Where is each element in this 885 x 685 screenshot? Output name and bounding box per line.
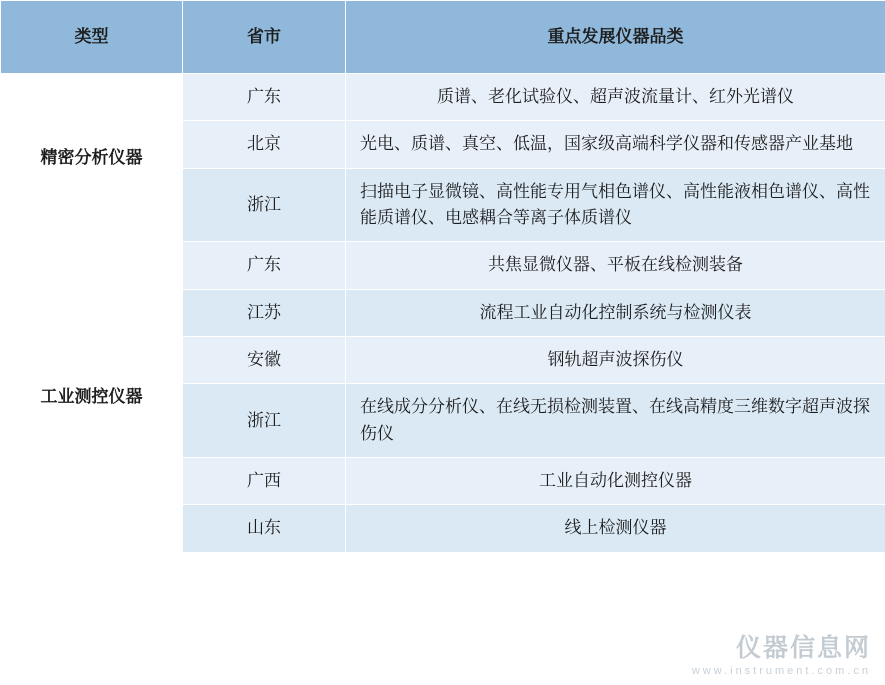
column-header-province: 省市 bbox=[183, 1, 346, 74]
category-cell: 扫描电子显微镜、高性能专用气相色谱仪、高性能液相色谱仪、高性能质谱仪、电感耦合等离子体质谱仪 bbox=[346, 168, 885, 242]
watermark-sub-text: www.instrument.com.cn bbox=[691, 665, 871, 677]
category-cell: 工业自动化测控仪器 bbox=[346, 458, 885, 505]
table-body bbox=[1, 74, 885, 553]
column-header-type: 类型 bbox=[1, 1, 183, 74]
province-cell: 广东 bbox=[183, 242, 346, 289]
watermark bbox=[692, 628, 871, 677]
province-cell: 山东 bbox=[183, 505, 346, 552]
column-header-category: 重点发展仪器品类 bbox=[346, 1, 885, 74]
table-row bbox=[1, 74, 885, 121]
province-cell: 浙江 bbox=[183, 168, 346, 242]
header-row bbox=[1, 1, 885, 74]
province-cell: 安徽 bbox=[183, 337, 346, 384]
category-cell: 共焦显微仪器、平板在线检测装备 bbox=[346, 242, 885, 289]
group-type-cell-0: 精密分析仪器 bbox=[1, 74, 183, 242]
watermark-main-text: 仪器信息网 bbox=[735, 634, 871, 662]
category-cell: 线上检测仪器 bbox=[346, 505, 885, 552]
province-cell: 江苏 bbox=[183, 289, 346, 336]
category-cell: 光电、质谱、真空、低温，国家级高端科学仪器和传感器产业基地 bbox=[346, 121, 885, 168]
table-row bbox=[1, 242, 885, 289]
category-cell: 钢轨超声波探伤仪 bbox=[346, 337, 885, 384]
province-cell: 浙江 bbox=[183, 384, 346, 458]
province-cell: 北京 bbox=[183, 121, 346, 168]
category-cell: 在线成分分析仪、在线无损检测装置、在线高精度三维数字超声波探伤仪 bbox=[346, 384, 885, 458]
table-header bbox=[1, 1, 885, 74]
province-cell: 广西 bbox=[183, 458, 346, 505]
category-cell: 质谱、老化试验仪、超声波流量计、红外光谱仪 bbox=[346, 74, 885, 121]
province-cell: 广东 bbox=[183, 74, 346, 121]
group-type-cell-1: 工业测控仪器 bbox=[1, 242, 183, 552]
category-cell: 流程工业自动化控制系统与检测仪表 bbox=[346, 289, 885, 336]
